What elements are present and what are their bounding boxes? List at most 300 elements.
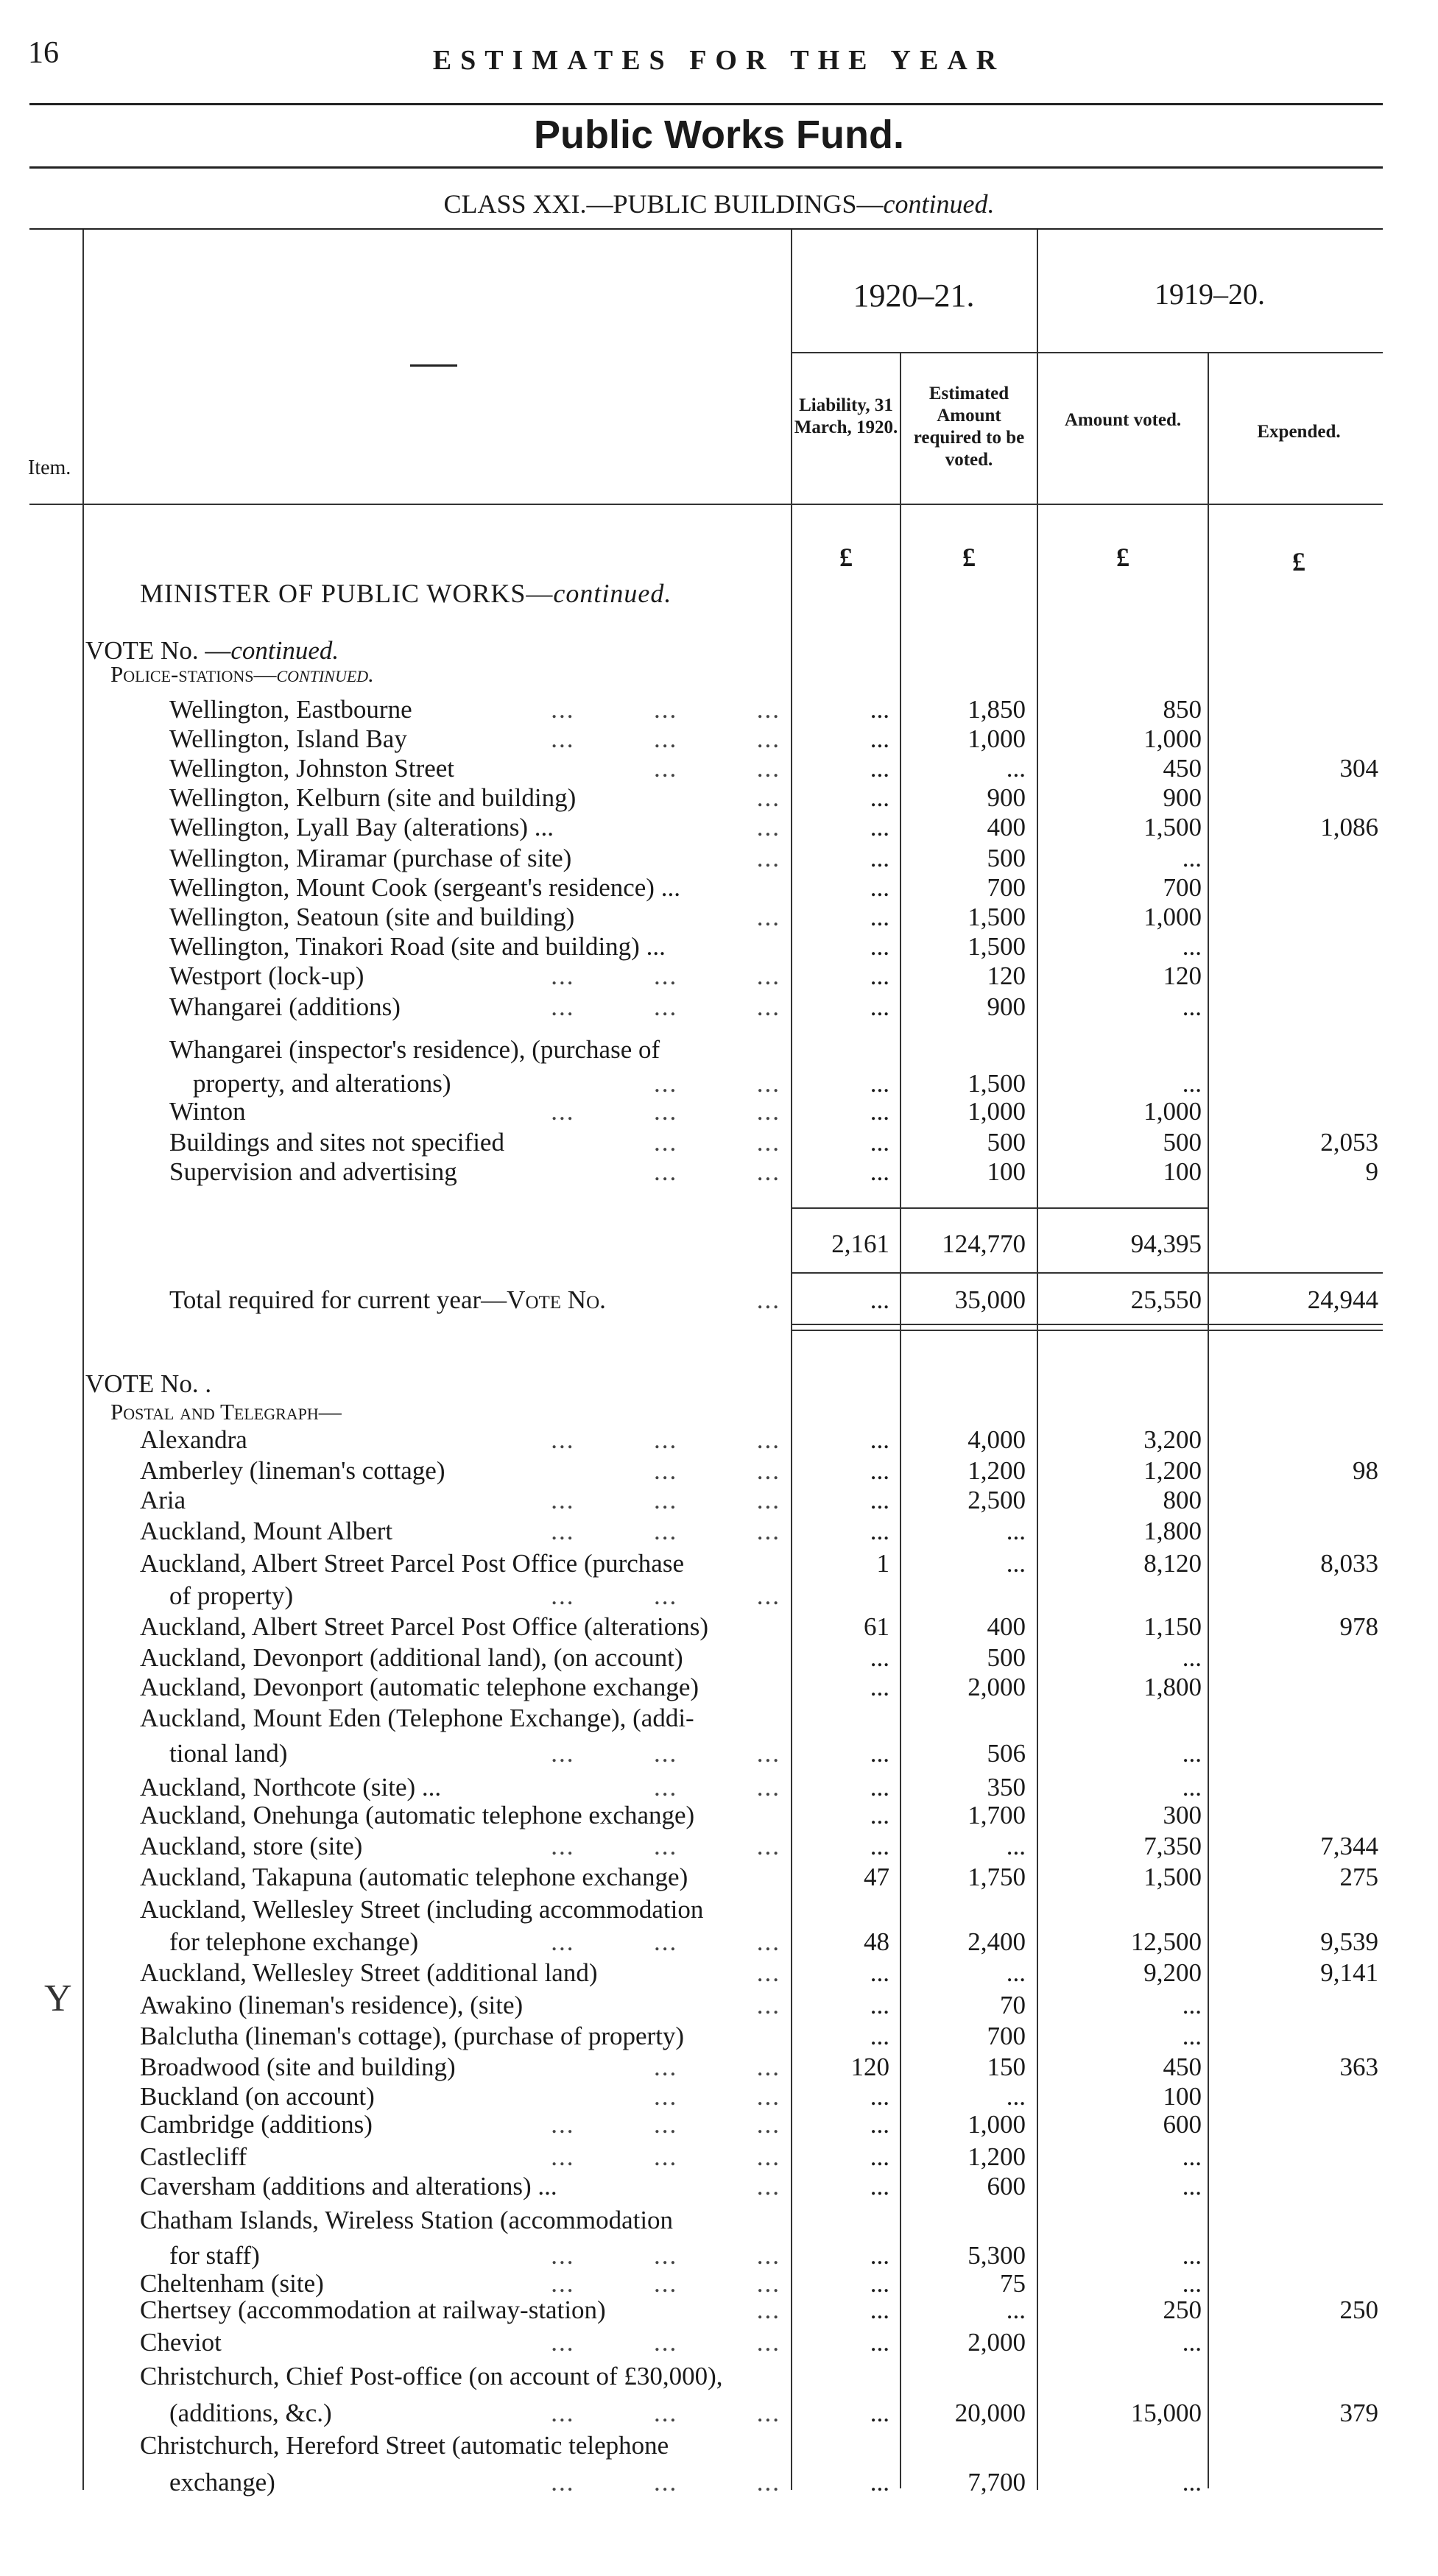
table-row: [0, 1397, 1438, 1427]
liability-cell: ...: [870, 1517, 889, 1545]
expended-cell: 8,033: [1320, 1549, 1378, 1578]
page-number: 16: [28, 36, 59, 70]
leader-dots: ... ... ...: [551, 992, 780, 1021]
estimate-cell: 900: [987, 992, 1026, 1021]
row-label: Auckland, Devonport (additional land), (on account): [140, 1643, 683, 1672]
liability-cell: ...: [870, 1425, 889, 1454]
voted-cell: 120: [1163, 961, 1202, 990]
expended-cell: 304: [1339, 754, 1378, 783]
table-row: [0, 1157, 1438, 1187]
row-label: Auckland, Wellesley Street (additional land): [140, 1958, 598, 1987]
expended-cell: 978: [1339, 1612, 1378, 1641]
table-row: [0, 2172, 1438, 2201]
subtotal-top-rule: [791, 1207, 1208, 1209]
voted-cell: 500: [1163, 1128, 1202, 1157]
table-row: [0, 2269, 1438, 2298]
leader-dots: ...: [519, 844, 780, 872]
currency-expended: £: [1292, 547, 1305, 576]
voted-cell: 1,000: [1143, 903, 1202, 931]
row-label: Buildings and sites not specified: [169, 1128, 504, 1157]
table-row: [0, 1456, 1438, 1486]
table-row: [0, 1895, 1438, 1924]
row-label: property, and alterations): [193, 1069, 451, 1098]
liability-cell: 61: [864, 1612, 889, 1641]
liability-cell: ...: [870, 844, 889, 872]
row-label: Christchurch, Chief Post-office (on account of £30,000),: [140, 2362, 723, 2390]
leader-dots: ... ...: [574, 1069, 780, 1098]
table-row: [0, 873, 1438, 903]
table-row: [0, 1773, 1438, 1802]
row-label: Westport (lock-up): [169, 961, 364, 990]
leader-dots: ... ...: [574, 1456, 780, 1485]
liability-cell: ...: [870, 1673, 889, 1701]
estimate-cell: 1,000: [968, 724, 1026, 753]
table-row: [0, 1612, 1438, 1642]
row-label: Castlecliff: [140, 2142, 247, 2171]
row-label: Auckland, Albert Street Parcel Post Office (alterations): [140, 1612, 709, 1641]
liability-cell: ...: [870, 813, 889, 841]
row-label: Auckland, store (site): [140, 1832, 363, 1860]
row-label: Total required for current year—Vote No.: [169, 1285, 606, 1314]
leader-dots: ...: [519, 783, 780, 812]
voted-header: Amount voted.: [1064, 410, 1182, 430]
currency-estimated: £: [962, 543, 976, 572]
row-label: Wellington, Seatoun (site and building): [169, 903, 575, 931]
table-row: [0, 2399, 1438, 2428]
estimate-cell: 2,000: [968, 2328, 1026, 2357]
liability-cell: ...: [870, 754, 889, 783]
expended-header: Expended.: [1257, 422, 1341, 442]
estimate-cell: ...: [1006, 2296, 1026, 2324]
liability-cell: ...: [870, 1456, 889, 1485]
row-label: Winton: [169, 1097, 246, 1126]
leader-dots: ... ... ...: [551, 1832, 780, 1860]
estimate-cell: 900: [987, 783, 1026, 812]
estimate-cell: 506: [987, 1739, 1026, 1768]
voted-cell: 850: [1163, 695, 1202, 724]
margin-mark: Y: [44, 1977, 72, 2019]
voted-cell: ...: [1182, 1773, 1202, 1802]
row-label: Christchurch, Hereford Street (automatic telephone: [140, 2431, 669, 2460]
table-row: [0, 1035, 1438, 1065]
table-row: [0, 660, 1438, 689]
leader-dots: ... ...: [574, 2082, 780, 2111]
row-label: exchange): [169, 2468, 275, 2496]
estimate-cell: 700: [987, 2022, 1026, 2050]
liability-cell: ...: [870, 2022, 889, 2050]
row-label: Supervision and advertising: [169, 1157, 457, 1186]
leader-dots: ...: [598, 1958, 780, 1987]
liability-cell: ...: [870, 2468, 889, 2496]
leader-dots: ...: [598, 2296, 780, 2324]
table-row: [0, 903, 1438, 932]
table-row: [0, 1486, 1438, 1515]
class-rule: [29, 228, 1383, 230]
leader-dots: ... ... ...: [551, 2110, 780, 2139]
estimate-cell: ...: [1006, 1832, 1026, 1860]
row-label: Cambridge (additions): [140, 2110, 373, 2139]
estimate-cell: 400: [987, 813, 1026, 841]
table-row: [0, 961, 1438, 991]
estimate-cell: 5,300: [968, 2241, 1026, 2270]
class-title: CLASS XXI.—PUBLIC BUILDINGS—continued.: [443, 189, 995, 219]
liability-cell: ...: [870, 2328, 889, 2357]
liability-cell: ...: [870, 1801, 889, 1829]
table-row: [0, 1801, 1438, 1830]
voted-cell: 100: [1163, 1157, 1202, 1186]
row-label: Wellington, Kelburn (site and building): [169, 783, 577, 812]
table-row: [0, 2431, 1438, 2460]
table-row: [0, 1069, 1438, 1098]
voted-cell: ...: [1182, 2241, 1202, 2270]
top-rule: [29, 103, 1383, 105]
expended-cell: 98: [1353, 1456, 1378, 1485]
liability-cell: ...: [870, 2142, 889, 2171]
table-row: [0, 1927, 1438, 1957]
estimate-cell: 500: [987, 1643, 1026, 1672]
leader-dots: ... ... ...: [551, 2269, 780, 2298]
row-label: Wellington, Eastbourne: [169, 695, 412, 724]
fund-title: Public Works Fund.: [533, 113, 905, 157]
liability-cell: ...: [870, 2399, 889, 2427]
leader-dots: ... ...: [574, 1157, 780, 1186]
table-row: [0, 1581, 1438, 1611]
leader-dots: ... ... ...: [471, 1739, 780, 1768]
table-row: [0, 579, 1438, 608]
table-row: [0, 1991, 1438, 2020]
year-current: 1920–21.: [853, 278, 975, 314]
liability-cell: ...: [870, 1773, 889, 1802]
liability-cell: ...: [870, 961, 889, 990]
estimated-header: Estimated Amount required to be voted.: [913, 384, 1025, 470]
voted-cell: 700: [1163, 873, 1202, 902]
expended-cell: 24,944: [1307, 1285, 1378, 1314]
voted-cell: ...: [1182, 844, 1202, 872]
table-row: [0, 2241, 1438, 2270]
estimate-cell: 1,500: [968, 932, 1026, 961]
row-label: Whangarei (additions): [169, 992, 401, 1021]
row-label: Auckland, Onehunga (automatic telephone exchange): [140, 1801, 695, 1829]
table-row: [0, 783, 1438, 813]
leader-dots: ... ... ...: [551, 2468, 780, 2496]
row-label: Police-stations—continued.: [110, 661, 374, 687]
liability-cell: ...: [870, 783, 889, 812]
liability-cell: 48: [864, 1927, 889, 1956]
liability-cell: ...: [870, 2172, 889, 2201]
leader-dots: ... ... ...: [551, 695, 780, 724]
title-rule: [29, 166, 1383, 169]
row-label: Aria: [140, 1486, 186, 1514]
liability-cell: ...: [870, 1739, 889, 1768]
estimate-cell: 70: [1000, 1991, 1026, 2019]
liability-cell: 120: [850, 2053, 889, 2081]
table-row: [0, 2053, 1438, 2082]
leader-dots: ... ...: [574, 754, 780, 783]
voted-cell: 1,000: [1143, 724, 1202, 753]
leader-dots: ...: [598, 2172, 780, 2201]
estimate-cell: 1,000: [968, 1097, 1026, 1126]
leader-dots: ... ... ...: [551, 961, 780, 990]
expended-cell: 275: [1339, 1863, 1378, 1891]
estimate-cell: 1,750: [968, 1863, 1026, 1891]
leader-dots: ...: [598, 1991, 780, 2019]
voted-cell: ...: [1182, 2269, 1202, 2298]
voted-cell: 94,395: [1130, 1229, 1202, 1258]
leader-dots: ...: [519, 813, 780, 841]
voted-cell: 450: [1163, 2053, 1202, 2081]
voted-cell: ...: [1182, 2142, 1202, 2171]
voted-cell: 8,120: [1143, 1549, 1202, 1578]
table-row: [0, 1517, 1438, 1546]
table-row: [0, 1673, 1438, 1702]
estimate-cell: 120: [987, 961, 1026, 990]
table-row: [0, 1739, 1438, 1768]
table-row: [0, 2296, 1438, 2325]
leader-dots: ... ... ...: [551, 2241, 780, 2270]
voted-cell: 800: [1163, 1486, 1202, 1514]
estimate-cell: 20,000: [954, 2399, 1026, 2427]
voted-cell: 300: [1163, 1801, 1202, 1829]
estimate-cell: 2,000: [968, 1673, 1026, 1701]
leader-dots: ... ... ...: [551, 1581, 780, 1610]
row-label: Cheviot: [140, 2328, 222, 2357]
table-row: [0, 754, 1438, 783]
estimate-cell: 1,200: [968, 1456, 1026, 1485]
voted-cell: 100: [1163, 2082, 1202, 2111]
table-row: [0, 1285, 1438, 1315]
table-row: [0, 2110, 1438, 2139]
table-row: [0, 2362, 1438, 2391]
liability-cell: 1: [876, 1549, 889, 1578]
estimate-cell: 400: [987, 1612, 1026, 1641]
estimate-cell: 150: [987, 2053, 1026, 2081]
leader-dots: ...: [598, 1285, 780, 1314]
leader-dots: ... ...: [574, 1128, 780, 1157]
header-bottom-rule: [29, 504, 1383, 505]
table-row: [0, 1958, 1438, 1988]
voted-cell: 450: [1163, 754, 1202, 783]
estimate-cell: 1,000: [968, 2110, 1026, 2139]
row-label: Auckland, Mount Eden (Telephone Exchange), (addi-: [140, 1704, 694, 1732]
liability-cell: ...: [870, 1157, 889, 1186]
voted-cell: ...: [1182, 932, 1202, 961]
estimate-cell: 500: [987, 1128, 1026, 1157]
estimate-cell: 700: [987, 873, 1026, 902]
row-label: Wellington, Lyall Bay (alterations) ...: [169, 813, 554, 841]
leader-dots: ... ... ...: [551, 724, 780, 753]
liability-cell: ...: [870, 695, 889, 724]
table-row: [0, 1097, 1438, 1126]
estimate-cell: ...: [1006, 1517, 1026, 1545]
liability-cell: ...: [870, 1097, 889, 1126]
liability-cell: 2,161: [831, 1229, 889, 1258]
voted-cell: 1,800: [1143, 1673, 1202, 1701]
row-label: Auckland, Takapuna (automatic telephone exchange): [140, 1863, 688, 1891]
row-label: Caversham (additions and alterations) ...: [140, 2172, 557, 2201]
description-dash: [410, 364, 457, 367]
table-row: [0, 1704, 1438, 1733]
voted-cell: 900: [1163, 783, 1202, 812]
row-label: Whangarei (inspector's residence), (purchase of: [169, 1035, 660, 1064]
voted-cell: 1,500: [1143, 1863, 1202, 1891]
estimate-cell: 124,770: [942, 1229, 1026, 1258]
voted-cell: ...: [1182, 2328, 1202, 2357]
voted-cell: ...: [1182, 1739, 1202, 1768]
estimate-cell: 75: [1000, 2269, 1026, 2298]
liability-cell: ...: [870, 2296, 889, 2324]
estimate-cell: 35,000: [954, 1285, 1026, 1314]
liability-cell: ...: [870, 1069, 889, 1098]
table-row: [0, 1369, 1438, 1399]
voted-cell: ...: [1182, 1069, 1202, 1098]
row-label: Wellington, Johnston Street: [169, 754, 455, 783]
voted-cell: 9,200: [1143, 1958, 1202, 1987]
table-row: [0, 1425, 1438, 1455]
table-row: [0, 1832, 1438, 1861]
leader-dots: ... ... ...: [551, 2399, 780, 2427]
total-double-rule: [791, 1330, 1383, 1331]
voted-cell: ...: [1182, 2022, 1202, 2050]
estimate-cell: 1,500: [968, 1069, 1026, 1098]
row-label: Auckland, Mount Albert: [140, 1517, 393, 1545]
liability-cell: ...: [870, 2110, 889, 2139]
row-label: Balclutha (lineman's cottage), (purchase of property): [140, 2022, 685, 2050]
row-label: for telephone exchange): [169, 1927, 419, 1956]
running-title: ESTIMATES FOR THE YEAR: [432, 45, 1006, 76]
leader-dots: ... ...: [574, 1773, 780, 1802]
leader-dots: ...: [519, 903, 780, 931]
voted-cell: ...: [1182, 1643, 1202, 1672]
expended-cell: 2,053: [1320, 1128, 1378, 1157]
liability-cell: ...: [870, 1486, 889, 1514]
liability-cell: ...: [870, 1832, 889, 1860]
liability-header: Liability, 31 March, 1920.: [794, 395, 898, 437]
row-label: MINISTER OF PUBLIC WORKS—continued.: [140, 579, 672, 608]
liability-cell: ...: [870, 1285, 889, 1314]
table-row: [0, 2328, 1438, 2357]
voted-cell: 1,800: [1143, 1517, 1202, 1545]
row-label: Wellington, Miramar (purchase of site): [169, 844, 572, 872]
table-row: [0, 1549, 1438, 1578]
item-column-label: Item.: [28, 456, 71, 479]
estimate-cell: 350: [987, 1773, 1026, 1802]
leader-dots: ... ... ...: [551, 2142, 780, 2171]
estimate-cell: 7,700: [968, 2468, 1026, 2496]
voted-cell: 3,200: [1143, 1425, 1202, 1454]
year-previous: 1919–20.: [1155, 278, 1265, 311]
liability-cell: ...: [870, 932, 889, 961]
leader-dots: ... ... ...: [551, 2328, 780, 2357]
voted-cell: 12,500: [1130, 1927, 1202, 1956]
liability-cell: ...: [870, 873, 889, 902]
total-bottom-rule: [791, 1324, 1383, 1325]
leader-dots: ... ... ...: [551, 1425, 780, 1454]
table-row: [0, 2468, 1438, 2497]
liability-cell: 47: [864, 1863, 889, 1891]
voted-cell: ...: [1182, 1991, 1202, 2019]
table-row: [0, 2082, 1438, 2111]
voted-cell: 600: [1163, 2110, 1202, 2139]
expended-cell: 1,086: [1320, 813, 1378, 841]
voted-cell: 15,000: [1130, 2399, 1202, 2427]
estimate-cell: 1,200: [968, 2142, 1026, 2171]
row-label: Chatham Islands, Wireless Station (accommodation: [140, 2206, 674, 2234]
voted-cell: ...: [1182, 2468, 1202, 2496]
row-label: (additions, &c.): [169, 2399, 332, 2427]
voted-cell: 25,550: [1130, 1285, 1202, 1314]
row-label: Auckland, Albert Street Parcel Post Office (purchase: [140, 1549, 684, 1578]
table-row: [0, 1128, 1438, 1157]
voted-cell: 1,200: [1143, 1456, 1202, 1485]
liability-cell: ...: [870, 2082, 889, 2111]
voted-cell: 1,500: [1143, 813, 1202, 841]
liability-cell: ...: [870, 724, 889, 753]
estimate-cell: ...: [1006, 1958, 1026, 1987]
row-label: Buckland (on account): [140, 2082, 375, 2111]
table-row: [0, 844, 1438, 873]
expended-cell: 9,539: [1320, 1927, 1378, 1956]
total-top-rule: [791, 1272, 1383, 1274]
voted-cell: 250: [1163, 2296, 1202, 2324]
estimate-cell: 600: [987, 2172, 1026, 2201]
year-header-rule: [791, 352, 1383, 353]
voted-cell: 7,350: [1143, 1832, 1202, 1860]
row-label: Postal and Telegraph—: [110, 1399, 342, 1425]
table-row: [0, 695, 1438, 724]
currency-voted: £: [1116, 543, 1129, 572]
leader-dots: ... ... ...: [551, 1927, 780, 1956]
row-label: Auckland, Wellesley Street (including accommodation: [140, 1895, 704, 1924]
voted-cell: ...: [1182, 992, 1202, 1021]
voted-cell: 1,150: [1143, 1612, 1202, 1641]
row-label: Auckland, Northcote (site) ...: [140, 1773, 442, 1802]
row-label: of property): [169, 1581, 294, 1610]
row-label: Alexandra: [140, 1425, 247, 1454]
liability-cell: ...: [870, 1128, 889, 1157]
estimate-cell: 2,400: [968, 1927, 1026, 1956]
voted-cell: 1,000: [1143, 1097, 1202, 1126]
row-label: Cheltenham (site): [140, 2269, 324, 2298]
estimate-cell: 1,500: [968, 903, 1026, 931]
expended-cell: 9: [1365, 1157, 1378, 1186]
leader-dots: ... ... ...: [551, 1486, 780, 1514]
expended-cell: 363: [1339, 2053, 1378, 2081]
table-row: [0, 1229, 1438, 1259]
row-label: Awakino (lineman's residence), (site): [140, 1991, 524, 2019]
table-row: [0, 1863, 1438, 1892]
table-row: [0, 2022, 1438, 2051]
currency-liability: £: [839, 543, 853, 572]
expended-cell: 250: [1339, 2296, 1378, 2324]
row-label: for staff): [169, 2241, 260, 2270]
row-label: tional land): [169, 1739, 288, 1768]
row-label: VOTE No. .: [85, 1369, 212, 1398]
voted-cell: ...: [1182, 2172, 1202, 2201]
estimate-cell: 4,000: [968, 1425, 1026, 1454]
liability-cell: ...: [870, 1643, 889, 1672]
estimate-cell: 100: [987, 1157, 1026, 1186]
liability-cell: ...: [870, 2241, 889, 2270]
table-row: [0, 2206, 1438, 2235]
row-label: Wellington, Mount Cook (sergeant's residence) ...: [169, 873, 680, 902]
leader-dots: ... ... ...: [551, 1097, 780, 1126]
expended-cell: 9,141: [1320, 1958, 1378, 1987]
table-row: [0, 932, 1438, 961]
expended-cell: 379: [1339, 2399, 1378, 2427]
estimate-cell: ...: [1006, 2082, 1026, 2111]
liability-cell: ...: [870, 903, 889, 931]
estimate-cell: 2,500: [968, 1486, 1026, 1514]
